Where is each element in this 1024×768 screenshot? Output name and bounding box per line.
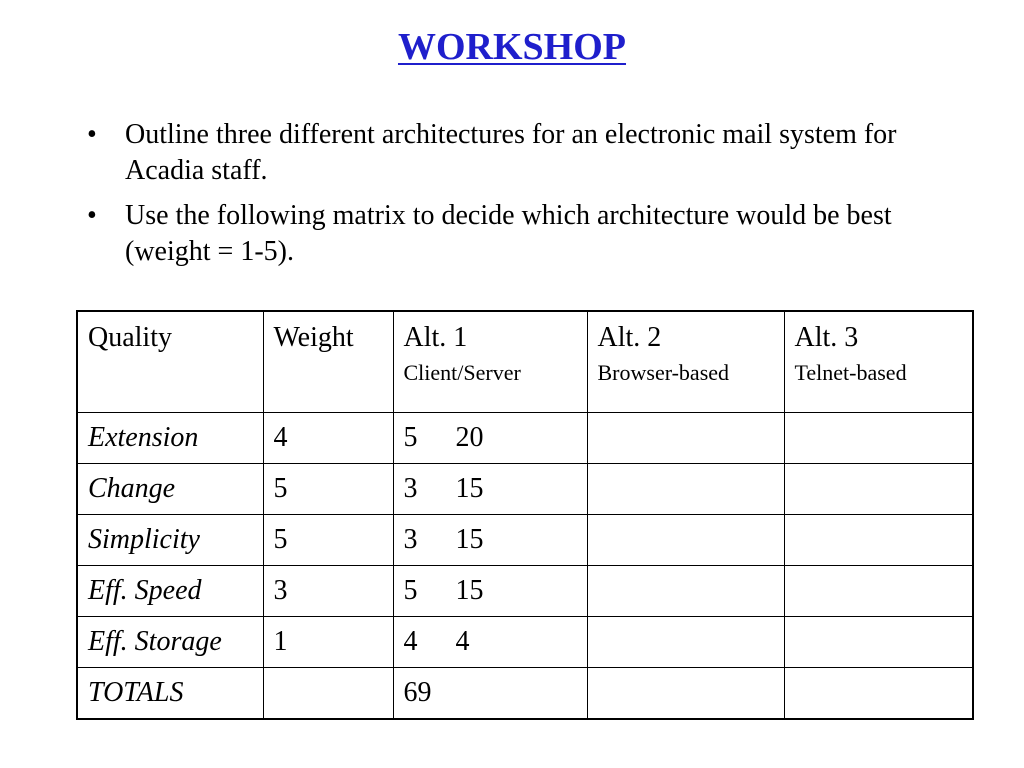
alt1-score: 3	[403, 524, 418, 555]
table-row	[77, 566, 973, 617]
alt1-score: 5	[403, 422, 418, 453]
alt1-total: 69	[403, 677, 432, 708]
table-row	[77, 515, 973, 566]
totals-row	[77, 668, 973, 720]
alt1-cell	[393, 515, 587, 566]
alt1-cell	[393, 617, 587, 668]
header-cell-alt3	[784, 311, 973, 413]
header-cell-quality	[77, 311, 263, 413]
bullet-item	[85, 117, 965, 189]
bullet-text: Use the following matrix to decide which architecture would be best (weight = 1-5).	[125, 200, 892, 267]
table-row	[77, 617, 973, 668]
weight-cell: 5	[263, 515, 393, 566]
alt2-cell	[587, 566, 784, 617]
table-row	[77, 464, 973, 515]
alt1-score: 5	[403, 575, 418, 606]
header-cell-alt2	[587, 311, 784, 413]
bullet-item	[85, 198, 965, 270]
header-label: Alt. 3	[794, 322, 859, 353]
weight-cell: 4	[263, 413, 393, 464]
alt1-weighted-score: 20	[455, 422, 484, 453]
header-label: Alt. 1	[403, 322, 468, 353]
quality-cell: Change	[77, 464, 263, 515]
alt1-weighted-score: 15	[455, 473, 484, 504]
alt3-cell	[784, 413, 973, 464]
alt1-weighted-score: 15	[455, 524, 484, 555]
decision-matrix-table	[76, 310, 974, 720]
table-row	[77, 413, 973, 464]
alt1-cell	[393, 566, 587, 617]
alt3-cell	[784, 617, 973, 668]
header-cell-weight	[263, 311, 393, 413]
alt2-cell	[587, 668, 784, 720]
alt1-cell	[393, 413, 587, 464]
alt1-score: 4	[403, 626, 418, 657]
quality-cell: Extension	[77, 413, 263, 464]
bullet-mark: •	[87, 200, 97, 231]
alt2-cell	[587, 464, 784, 515]
header-label: Quality	[88, 322, 172, 353]
totals-label-cell: TOTALS	[77, 668, 263, 720]
weight-cell: 1	[263, 617, 393, 668]
alt1-score: 3	[403, 473, 418, 504]
alt3-cell	[784, 668, 973, 720]
alt3-cell	[784, 566, 973, 617]
header-label: Weight	[273, 322, 354, 353]
alt2-cell	[587, 617, 784, 668]
alt1-cell	[393, 464, 587, 515]
alt3-cell	[784, 515, 973, 566]
header-label: Alt. 2	[597, 322, 662, 353]
quality-cell: Eff. Speed	[77, 566, 263, 617]
bullet-list	[85, 117, 965, 279]
alt2-cell	[587, 515, 784, 566]
weight-cell	[263, 668, 393, 720]
bullet-text: Outline three different architectures for an electronic mail system for Acadia staff.	[125, 119, 897, 186]
alt1-total-cell	[393, 668, 587, 720]
header-sublabel: Telnet-based	[794, 360, 907, 385]
bullet-mark: •	[87, 119, 97, 150]
quality-cell: Eff. Storage	[77, 617, 263, 668]
slide-title: WORKSHOP	[397, 26, 627, 68]
weight-cell: 3	[263, 566, 393, 617]
weight-cell: 5	[263, 464, 393, 515]
quality-cell: Simplicity	[77, 515, 263, 566]
alt1-weighted-score: 4	[455, 626, 470, 657]
alt3-cell	[784, 464, 973, 515]
header-cell-alt1	[393, 311, 587, 413]
alt1-weighted-score: 15	[455, 575, 484, 606]
table-header-row	[77, 311, 973, 413]
alt2-cell	[587, 413, 784, 464]
header-sublabel: Client/Server	[403, 360, 521, 385]
header-sublabel: Browser-based	[597, 360, 730, 385]
